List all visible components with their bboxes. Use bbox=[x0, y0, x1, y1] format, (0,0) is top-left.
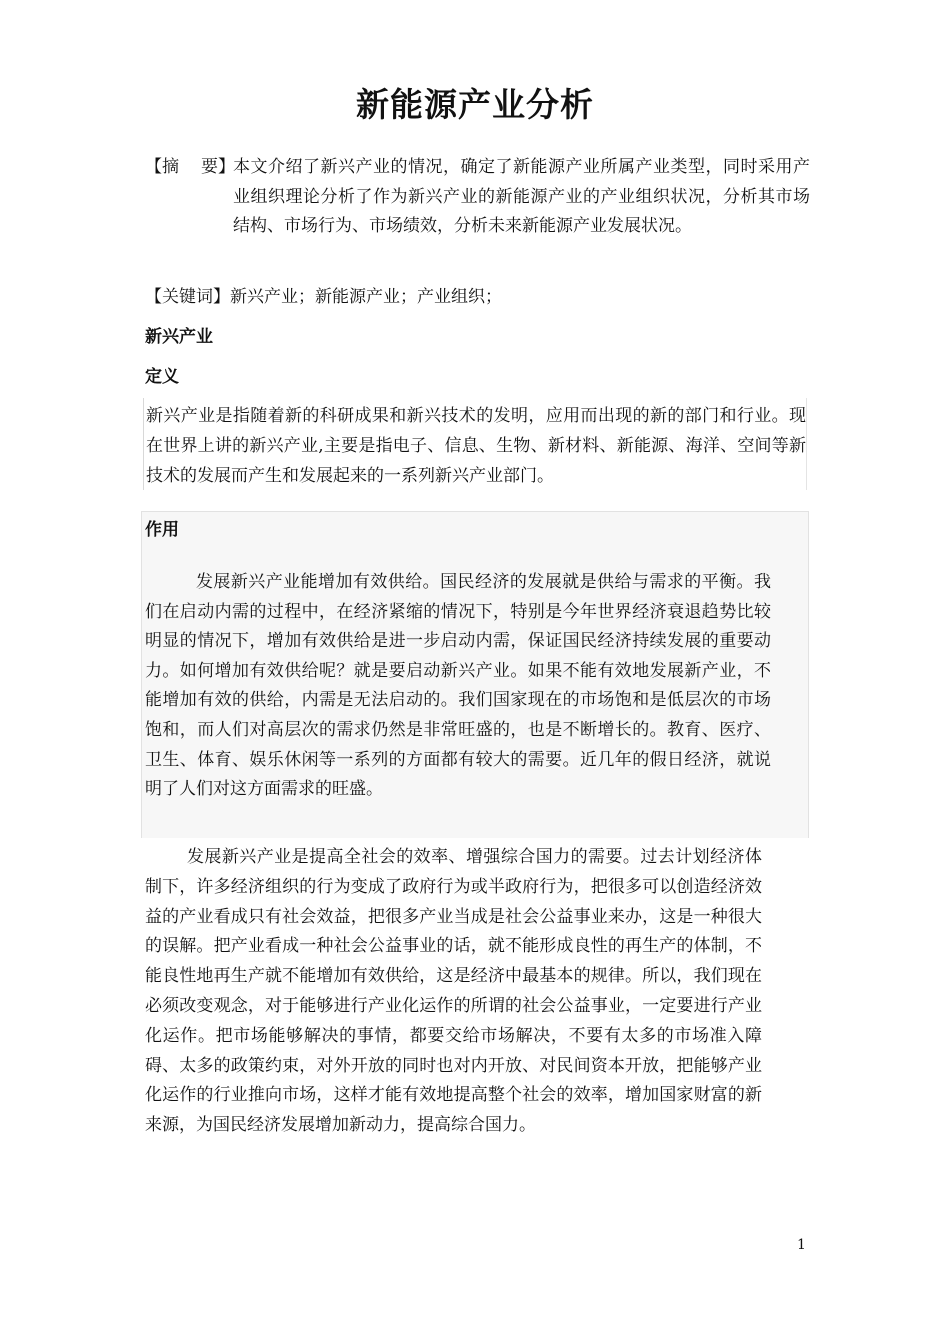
abstract-label-open: 【摘 bbox=[145, 157, 179, 177]
document-title: 新能源产业分析 bbox=[356, 85, 594, 124]
section-heading-emerging-industry: 新兴产业 bbox=[145, 327, 213, 347]
abstract-label bbox=[145, 153, 233, 242]
definition-text: 新兴产业是指随着新的科研成果和新兴技术的发明，应用而出现的新的部门和行业。现在世界上讲的新兴产业,主要是指电子、信息、生物、新材料、新能源、海洋、空间等新技术的发展而产生和发展起来的一系列新兴产业部门。 bbox=[143, 398, 807, 490]
effect-paragraph-1: 发展新兴产业能增加有效供给。国民经济的发展就是供给与需求的平衡。我们在启动内需的过程中，在经济紧缩的情况下，特别是今年世界经济衰退趋势比较明显的情况下，增加有效供给是进一步启动内需，保证国民经济持续发展的重要动力。如何增加有效供给呢？就是要启动新兴产业。如果不能有效地发展新产业，不能增加有效的供给，内需是无法启动的。我们国家现在的市场饱和是低层次的市场饱和，而人们对高层次的需求仍然是非常旺盛的，也是不断增长的。教育、医疗、卫生、体育、娱乐休闲等一系列的方面都有较大的需要。近几年的假日经济，就说明了人们对这方面需求的旺盛。 bbox=[145, 572, 771, 800]
keywords-text: 新兴产业；新能源产业；产业组织； bbox=[230, 287, 502, 307]
section-heading-effect: 作用 bbox=[145, 520, 179, 540]
effect-paragraph-2: 发展新兴产业是提高全社会的效率、增强综合国力的需要。过去计划经济体制下，许多经济组织的行为变成了政府行为或半政府行为，把很多可以创造经济效益的产业看成只有社会效益，把很多产业当成是社会公益事业来办，这是一种很大的误解。把产业看成一种社会公益事业的话，就不能形成良性的再生产的体制，不能良性地再生产就不能增加有效供给，这是经济中最基本的规律。所以，我们现在必须改变观念，对于能够进行产业化运作的所谓的社会公益事业，一定要进行产业化运作。把市场能够解决的事情，都要交给市场解决，不要有太多的市场准入障碍、太多的政策约束，对外开放的同时也对内开放、对民间资本开放，把能够产业化运作的行业推向市场，这样才能有效地提高整个社会的效率，增加国家财富的新来源，为国民经济发展增加新动力，提高综合国力。 bbox=[145, 847, 762, 1136]
keywords-line bbox=[145, 283, 502, 312]
effect-section bbox=[141, 511, 809, 838]
abstract-text: 本文介绍了新兴产业的情况，确定了新能源产业所属产业类型，同时采用产业组织理论分析了作为新兴产业的新能源产业的产业组织状况，分析其市场结构、市场行为、市场绩效，分析未来新能源产业发展状况。 bbox=[233, 157, 810, 236]
keywords-label: 【关键词】 bbox=[145, 287, 230, 307]
page-number: 1 bbox=[797, 1237, 806, 1253]
abstract-block bbox=[145, 153, 810, 242]
abstract-label-close: 要】 bbox=[201, 157, 235, 177]
section-heading-definition: 定义 bbox=[145, 367, 179, 387]
